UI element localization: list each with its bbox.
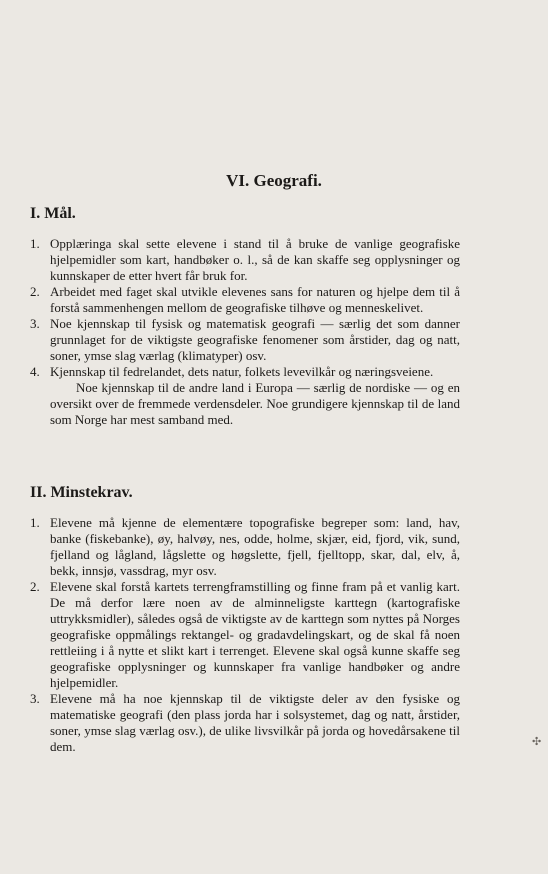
section-heading-maal: I. Mål. [30, 205, 76, 222]
item-text: Noe kjennskap til fysisk og matematisk geografi — særlig det som danner grunnlaget for de viktigste geografiske fenomener som årstider, dag og natt, soner, ymse slag værlag (klimatyper) osv. [50, 316, 460, 363]
item-text: Elevene må kjenne de elementære topografiske begreper som: land, hav, banke (fiskebanke), øy, halvøy, nes, odde, holme, skjær, eid, fjord, vik, sund, fjelland og lågland, lågslette og høgslette, fjell, fjelltopp, skar, dal, elv, å, bekk, innsjø, vassdrag, myr osv. [50, 515, 460, 578]
item-number: 1. [30, 236, 40, 251]
item-number: 1. [30, 515, 40, 530]
item-text: Kjennskap til fedrelandet, dets natur, folkets levevilkår og næringsveiene. [50, 364, 434, 379]
item-number: 4. [30, 364, 40, 379]
body-paragraph: Noe kjennskap til de andre land i Europa — særlig de nordiske — og en oversikt over de fremmede verdensdeler. Noe grundigere kjennskap til de land som Norge har mest samband med. [50, 380, 460, 427]
list-item [30, 691, 460, 755]
item-text: Opplæringa skal sette elevene i stand til å bruke de vanlige geografiske hjelpemidler som kart, handbøker o. l., så de kan skaffe seg opplysninger og kunnskaper de etter hvert får bruk for. [50, 236, 460, 283]
list-item [30, 284, 460, 316]
item-number: 2. [30, 579, 40, 594]
list-item [30, 364, 460, 380]
margin-mark: ✣ [532, 736, 542, 748]
item-number: 2. [30, 284, 40, 299]
item-number: 3. [30, 316, 40, 331]
section-heading-minstekrav: II. Minstekrav. [30, 484, 133, 501]
section-maal-list [30, 236, 460, 428]
item-text: Elevene må ha noe kjennskap til de viktigste deler av den fysiske og matematiske geografi (den plass jorda har i solsystemet, dag og natt, årstider, soner, ymse slag værlag osv.), de ulike livsvilkår på jorda og hovedårsakene til dem. [50, 691, 460, 754]
section-minstekrav-list [30, 515, 460, 755]
item-text: Elevene skal forstå kartets terrengframstilling og finne fram på et vanlig kart. De må derfor lære noen av de alminneligste karttegn (kartografiske uttrykksmidler), således også de viktigste av de karttegn som nyttes på Norges geografiske oppmålings rektangel- og gradavdelingskart, og de skal få noen rettleiing i å nytte et slikt kart i terrenget. Elevene skal også kunne skaffe seg geografiske opplysninger og kunnskaper fra vanlige handbøker og andre hjelpemidler. [50, 579, 460, 690]
item-text: Arbeidet med faget skal utvikle elevenes sans for naturen og hjelpe dem til å forstå sammenhengen mellom de geografiske tilhøve og menneskelivet. [50, 284, 460, 315]
list-item [30, 316, 460, 364]
page-title: VI. Geografi. [226, 171, 322, 190]
list-item [30, 579, 460, 691]
list-item [30, 236, 460, 284]
list-item [30, 515, 460, 579]
item-number: 3. [30, 691, 40, 706]
